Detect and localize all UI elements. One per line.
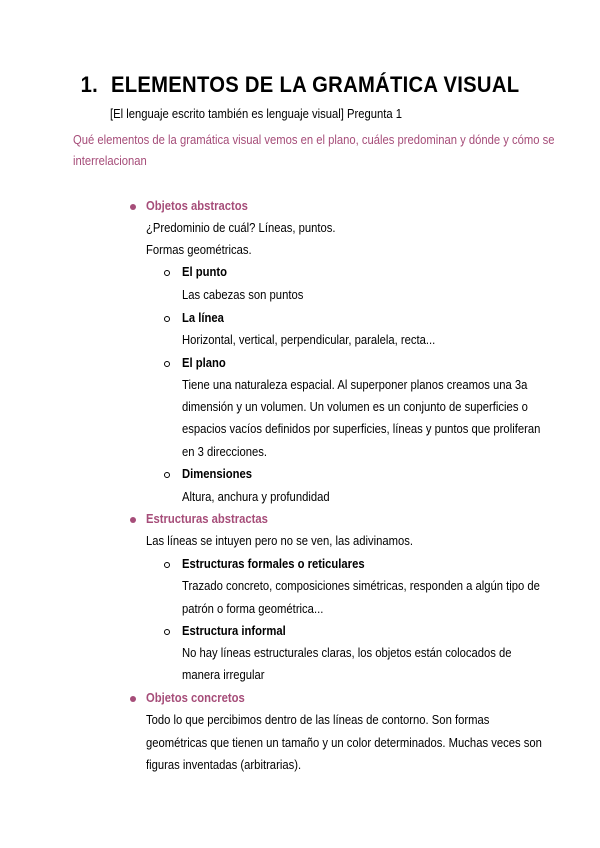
concrete-objects-text-3: figuras inventadas (arbitrarias). bbox=[146, 758, 302, 772]
concrete-objects-text-1: Todo lo que percibimos dentro de las líneas de contorno. Son formas bbox=[146, 713, 490, 727]
subtitle: [El lenguaje escrito también es lenguaje visual] Pregunta 1 bbox=[110, 107, 403, 121]
sub-bullet-circle-icon bbox=[164, 361, 170, 367]
formal-structures-text-1: Trazado concreto, composiciones simétricas, responden a algún tipo de bbox=[182, 579, 540, 593]
sub-bullet-circle-icon bbox=[164, 629, 170, 635]
question-line-1: Qué elementos de la gramática visual vemos en el plano, cuáles predominan y dónde y cómo se bbox=[73, 133, 555, 147]
concrete-objects-text-2: geométricas que tienen un tamaño y un color determinados. Muchas veces son bbox=[146, 736, 542, 750]
question-line-2: interrelacionan bbox=[73, 154, 147, 168]
formal-structures-text-2: patrón o forma geométrica... bbox=[182, 602, 324, 616]
informal-structure-text-1: No hay líneas estructurales claras, los objetos están colocados de bbox=[182, 646, 512, 660]
abstract-structures-body: Las líneas se intuyen pero no se ven, las adivinamos. bbox=[146, 534, 414, 548]
plane-text-3: espacios vacíos definidos por superficies, líneas y puntos que proliferan bbox=[182, 422, 541, 436]
sub-title-line: La línea bbox=[182, 311, 224, 325]
sub-bullet-circle-icon bbox=[164, 472, 170, 478]
point-text: Las cabezas son puntos bbox=[182, 288, 304, 302]
plane-text-4: en 3 direcciones. bbox=[182, 445, 268, 459]
heading-number: 1. bbox=[80, 72, 99, 97]
sub-title-formal-structures: Estructuras formales o reticulares bbox=[182, 557, 365, 571]
plane-text-1: Tiene una naturaleza espacial. Al superponer planos creamos una 3a bbox=[182, 378, 528, 392]
sub-title-plane: El plano bbox=[182, 356, 226, 370]
bullet-title-abstract-objects: Objetos abstractos bbox=[146, 199, 248, 213]
section-heading bbox=[24, 72, 576, 98]
abstract-objects-body-2: Formas geométricas. bbox=[146, 243, 252, 257]
abstract-objects-body-1: ¿Predominio de cuál? Líneas, puntos. bbox=[146, 221, 336, 235]
question-text bbox=[73, 130, 555, 172]
line-text: Horizontal, vertical, perpendicular, paralela, recta... bbox=[182, 333, 436, 347]
sub-title-informal-structure: Estructura informal bbox=[182, 624, 286, 638]
dimensions-text: Altura, anchura y profundidad bbox=[182, 490, 330, 504]
sub-bullet-circle-icon bbox=[164, 562, 170, 568]
sub-title-point: El punto bbox=[182, 265, 227, 279]
bullet-title-concrete-objects: Objetos concretos bbox=[146, 691, 245, 705]
sub-bullet-circle-icon bbox=[164, 316, 170, 322]
sub-bullet-circle-icon bbox=[164, 270, 170, 276]
plane-text-2: dimensión y un volumen. Un volumen es un conjunto de superficies o bbox=[182, 400, 528, 414]
bullet-dot-icon bbox=[130, 696, 136, 702]
sub-title-dimensions: Dimensiones bbox=[182, 467, 253, 481]
bullet-dot-icon bbox=[130, 204, 136, 210]
heading-title: ELEMENTOS DE LA GRAMÁTICA VISUAL bbox=[110, 72, 520, 97]
bullet-dot-icon bbox=[130, 517, 136, 523]
informal-structure-text-2: manera irregular bbox=[182, 668, 265, 682]
bullet-title-abstract-structures: Estructuras abstractas bbox=[146, 512, 268, 526]
